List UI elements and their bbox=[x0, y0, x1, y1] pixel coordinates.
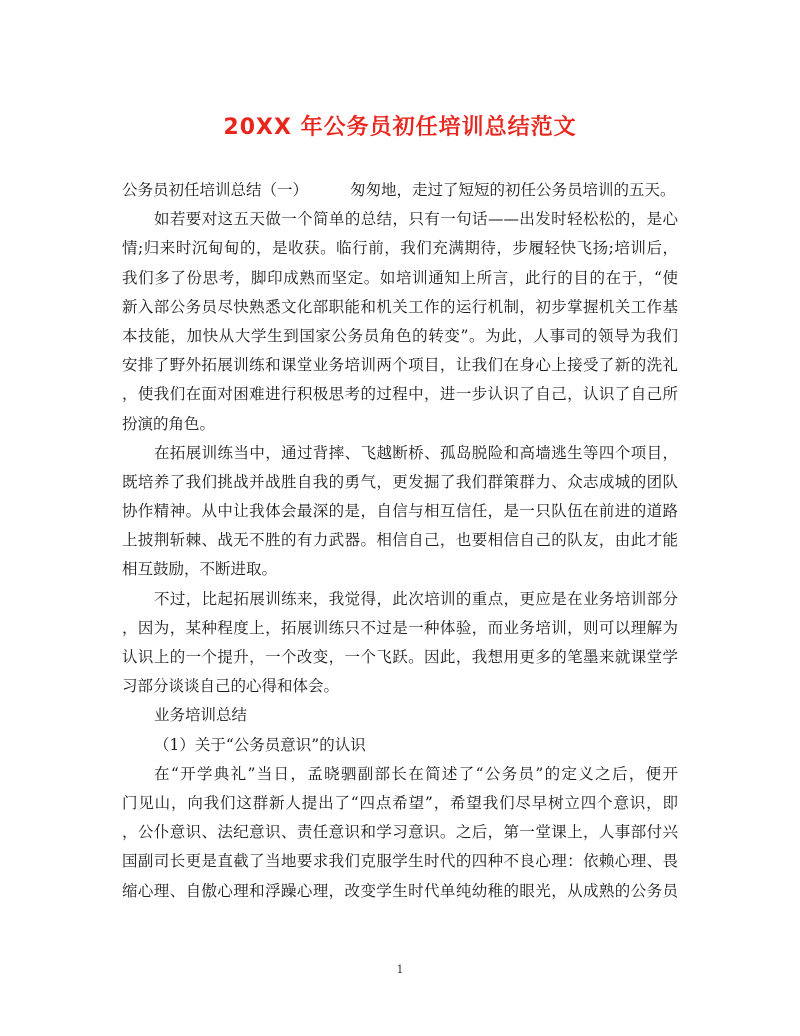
paragraph-line: 相互鼓励，不断进取。 bbox=[122, 560, 278, 579]
intro-line bbox=[122, 176, 678, 205]
paragraph-line: ，因为，某种程度上，拓展训练只不过是一种体验，而业务培训，则可以理解为 bbox=[122, 618, 678, 637]
paragraph-line: 门见山，向我们这群新人提出了“四点希望”，希望我们尽早树立四个意识，即 bbox=[122, 793, 678, 812]
paragraph-line: ，使我们在面对困难进行积极思考的过程中，进一步认识了自己，认识了自己所 bbox=[122, 385, 678, 404]
paragraph-line: ，公仆意识、法纪意识、责任意识和学习意识。之后，第一堂课上，人事部付兴 bbox=[122, 823, 678, 842]
page-number: 1 bbox=[396, 963, 404, 976]
paragraph-line: 情;归来时沉甸甸的，是收获。临行前，我们充满期待，步履轻快飞扬;培训后， bbox=[122, 239, 678, 258]
paragraph-line: （1）关于“公务员意识”的认识 bbox=[154, 735, 366, 754]
paragraph-line: 上披荆斩棘、战无不胜的有力武器。相信自己，也要相信自己的队友，由此才能 bbox=[122, 531, 678, 550]
paragraph-line: 缩心理、自傲心理和浮躁心理，改变学生时代单纯幼稚的眼光，从成熟的公务员 bbox=[122, 881, 678, 900]
paragraph-line: 我们多了份思考，脚印成熟而坚定。如培训通知上所言，此行的目的在于，“使 bbox=[122, 268, 678, 287]
paragraph-line: 不过，比起拓展训练来，我觉得，此次培训的重点，更应是在业务培训部分 bbox=[154, 589, 678, 608]
paragraph-line: 新入部公务员尽快熟悉文化部职能和机关工作的运行机制，初步掌握机关工作基 bbox=[122, 297, 678, 316]
paragraph-line: 国副司长更是直截了当地要求我们克服学生时代的四种不良心理：依赖心理、畏 bbox=[122, 852, 678, 871]
document-title: 20XX 年公务员初任培训总结范文 bbox=[223, 115, 577, 140]
paragraph-line: 扮演的角色。 bbox=[122, 414, 216, 433]
paragraph-line: 既培养了我们挑战并战胜自我的勇气，更发掘了我们群策群力、众志成城的团队 bbox=[122, 472, 678, 491]
paragraph-line: 协作精神。从中让我体会最深的是，自信与相互信任，是一只队伍在前进的道路 bbox=[122, 502, 678, 521]
paragraph-line: 业务培训总结 bbox=[154, 706, 248, 725]
paragraph-line: 习部分谈谈自己的心得和体会。 bbox=[122, 677, 340, 696]
paragraph-line: 在拓展训练当中，通过背摔、飞越断桥、孤岛脱险和高墙逃生等四个项目， bbox=[154, 443, 678, 462]
intro-text: 匆匆地，走过了短短的初任公务员培训的五天。 bbox=[350, 181, 676, 199]
document-body bbox=[122, 176, 678, 906]
intro-heading: 公务员初任培训总结（一） bbox=[122, 181, 309, 199]
paragraph-line: 如若要对这五天做一个简单的总结，只有一句话——出发时轻松松的，是心 bbox=[154, 210, 678, 229]
paragraph-line: 安排了野外拓展训练和课堂业务培训两个项目，让我们在身心上接受了新的洗礼 bbox=[122, 356, 678, 375]
paragraph-line: 认识上的一个提升，一个改变，一个飞跃。因此，我想用更多的笔墨来就课堂学 bbox=[122, 648, 678, 666]
paragraph-line: 在“开学典礼”当日，孟晓驷副部长在简述了“公务员”的定义之后，便开 bbox=[154, 764, 678, 783]
paragraph-line: 本技能，加快从大学生到国家公务员角色的转变”。为此，人事司的领导为我们 bbox=[122, 326, 678, 345]
